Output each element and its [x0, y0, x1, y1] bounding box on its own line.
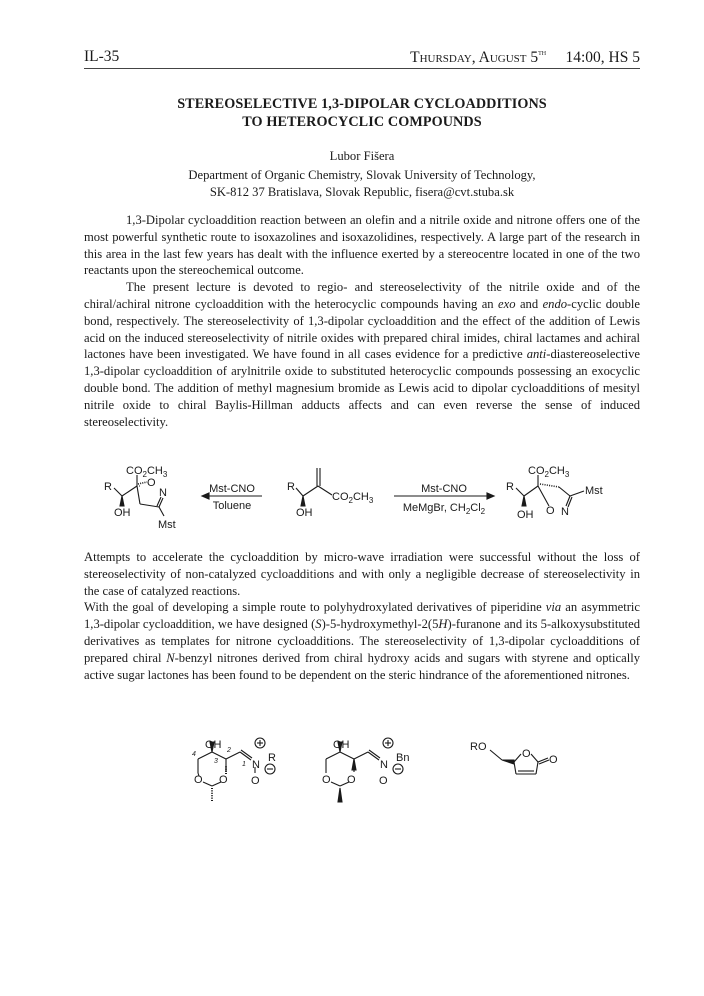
left-mst-label: Mst — [158, 519, 176, 531]
left-ring-n-label: N — [159, 487, 167, 499]
right-arrow-reagent: Mst-CNO — [421, 483, 467, 495]
substrate-ester-label: $CO_2CH_3$ — [332, 491, 374, 505]
right-oh-label: OH — [517, 509, 534, 521]
left-ring-o-label: O — [147, 477, 156, 489]
n2-ring-o2-label: O — [347, 774, 356, 786]
title-line-2: TO HETEROCYCLIC COMPOUNDS — [242, 113, 482, 130]
author: Lubor Fišera — [329, 149, 395, 163]
day-suffix: th — [538, 48, 547, 57]
right-ring-o-label: O — [546, 505, 555, 517]
substrate-oh-label: OH — [296, 507, 313, 519]
n2-o-minus-label: O — [379, 775, 388, 787]
reaction-scheme-1 — [84, 462, 644, 542]
n2-n-label: N — [380, 759, 388, 771]
p4-via: via — [545, 600, 562, 615]
abstract-code: IL-35 — [84, 48, 120, 65]
p2-text-a: The present lecture is devoted to regio- and stereoselectivity of the nitrile oxide and of the chiral/achiral nitrone cycloaddition with the heterocyclic compounds having an — [84, 280, 640, 311]
right-ring-n-label: N — [561, 506, 569, 518]
affiliation-line-2: SK-812 37 Bratislava, Slovak Republic, fisera@cvt.stuba.sk — [209, 185, 515, 199]
right-arrow-conditions: MeMgBr, $CH_2Cl_2$ — [402, 502, 486, 516]
n1-locant-4: 4 — [192, 751, 196, 758]
p2-text-d: -diastereoselective 1,3-dipolar cycloaddition of arylnitrile oxide to substituted heterocyclic compounds possessing an exocyclic double bond. The addition of methyl magnesium bromide as Lewis acid to dipolar cycloadditions of mesityl nitrile oxide to chiral Baylis-Hillman adducts affects and can even reverse the sense of induced stereoselectivity. — [84, 347, 640, 429]
n2-bn-label: Bn — [396, 752, 410, 764]
p2-exo: exo — [498, 296, 516, 311]
left-arrow-solvent: Toluene — [212, 500, 252, 512]
title-line-1: STEREOSELECTIVE 1,3-DIPOLAR CYCLOADDITIONS — [177, 96, 547, 112]
p2-anti: anti — [526, 347, 547, 362]
furanone-ro-label: RO — [470, 741, 487, 753]
right-mst-label: Mst — [585, 485, 603, 497]
n1-locant-2: 2 — [227, 747, 231, 754]
n1-r-label: R — [268, 752, 276, 764]
affiliation-line-1: Department of Organic Chemistry, Slovak University of Technology, — [188, 168, 536, 182]
p2-endo: endo — [542, 296, 568, 311]
right-ester-label: $CO_2CH_3$ — [528, 465, 570, 479]
n1-locant-1: 1 — [242, 761, 246, 768]
paragraph-1: 1,3-Dipolar cycloaddition reaction between an olefin and a nitrile oxide and nitrone offers one of the most powerful synthetic route to isoxazolines and isoxazolidines, respectively. A large part of the research in this area in the last few years has dealt with the influence exerted by a stereocentre located in one of the two reactants upon the stereochemical outcome. — [84, 213, 640, 278]
session-day: Thursday, August 5 — [410, 49, 539, 66]
right-r-label: R — [506, 481, 514, 493]
paragraph-4 — [84, 599, 640, 683]
n1-o-minus-label: O — [251, 775, 260, 787]
n1-n-label: N — [252, 759, 260, 771]
furanone-carbonyl-o-label: O — [549, 754, 558, 766]
affiliation — [84, 167, 640, 201]
n2-oh-label: OH — [333, 739, 350, 751]
p4-text-b: an asymmetric 1,3-dipolar cycloaddition, we have designed ( — [84, 600, 640, 632]
p4-text-e: -benzyl nitrones derived from chiral hydroxy acids and sugars with styrene and optically active sugar lactones has been found to be dependent on the steric hindrance of the aforementioned nitrones. — [84, 650, 640, 682]
p4-text-a: With the goal of developing a simple route to polyhydroxylated derivatives of piperidine — [84, 600, 546, 615]
p2-text-b: and — [515, 296, 543, 311]
left-ester-label: $CO_2CH_3$ — [126, 465, 168, 479]
paragraph-2 — [84, 279, 640, 430]
left-r-label: R — [104, 481, 112, 493]
abstract-body-top — [84, 212, 640, 430]
n1-ring-o2-label: O — [219, 774, 228, 786]
p4-s: S — [315, 617, 322, 632]
left-oh-label: OH — [114, 507, 131, 519]
n2-ring-o1-label: O — [322, 774, 331, 786]
furanone-ring-o-label: O — [522, 748, 531, 760]
session-info — [410, 48, 640, 67]
n1-locant-3: 3 — [214, 758, 218, 765]
p4-text-d: )-furanone and its 5-alkoxysubstituted derivatives as templates for nitrone cycloadditions. The stereoselectivity of 1,3-dipolar cycloadditions of prepared chiral — [84, 617, 640, 665]
substrate-r-label: R — [287, 481, 295, 493]
paragraph-3: Attempts to accelerate the cycloaddition by micro-wave irradiation were successful without the loss of stereoselectivity of non-catalyzed cycloadditions and with only a negligible decrease of stereoselectivity in the case of catalyzed reactions. — [84, 550, 640, 598]
p4-text-c: )-5-hydroxymethyl-2(5 — [321, 617, 439, 632]
paper-title — [84, 96, 640, 131]
p4-n: N — [166, 650, 175, 665]
session-time-room: 14:00, HS 5 — [565, 49, 640, 66]
page-header — [84, 46, 640, 69]
n1-oh-label: OH — [205, 739, 222, 751]
p2-text-c: -cyclic double bond, respectively. The stereoselectivity of 1,3-dipolar cycloaddition and the effect of the addition of Lewis acid on the induced stereoselectivity of nitrile oxides with prepared chiral imides, chiral lactames and achiral lactones have been investigated. We have found in all cases evidence for a predictive — [84, 296, 641, 362]
p4-h: H — [438, 617, 448, 632]
n1-ring-o1-label: O — [194, 774, 203, 786]
nitrone-structures — [180, 730, 580, 820]
left-arrow-reagent: Mst-CNO — [209, 483, 255, 495]
abstract-body-bottom — [84, 549, 640, 683]
